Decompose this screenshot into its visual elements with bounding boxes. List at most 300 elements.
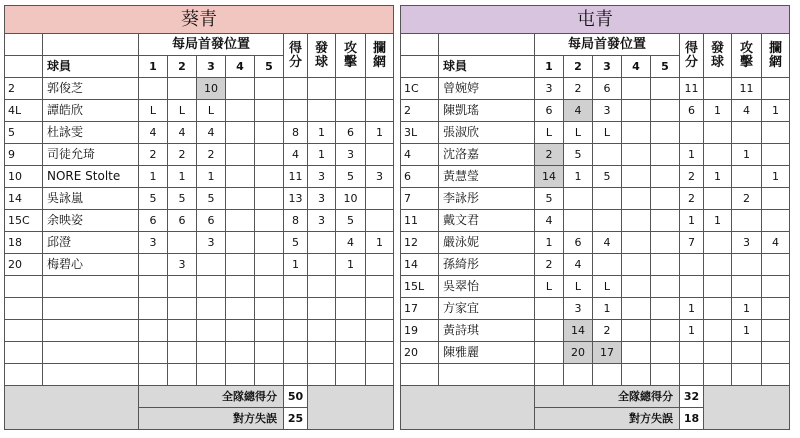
player-row <box>5 320 394 342</box>
start-position: 2 <box>139 144 168 166</box>
start-position <box>564 188 593 210</box>
stat-value <box>704 254 732 276</box>
start-position <box>622 320 651 342</box>
jersey-number: 19 <box>401 320 439 342</box>
stat-value <box>704 122 732 144</box>
start-position <box>139 298 168 320</box>
start-position <box>622 100 651 122</box>
player-row <box>5 276 394 298</box>
start-position <box>226 364 255 386</box>
blank-cell <box>439 34 535 56</box>
start-position: 3 <box>535 78 564 100</box>
stat-value <box>366 364 394 386</box>
total-label: 全隊總得分 <box>139 386 284 408</box>
set-number: 2 <box>168 56 197 78</box>
start-position: 2 <box>535 254 564 276</box>
set-number: 5 <box>255 56 284 78</box>
set-number: 2 <box>564 56 593 78</box>
stat-value <box>308 78 336 100</box>
stat-value: 13 <box>284 188 308 210</box>
stat-value <box>704 276 732 298</box>
stat-value <box>366 188 394 210</box>
jersey-number: 5 <box>5 122 43 144</box>
jersey-number <box>5 298 43 320</box>
player-row <box>401 254 790 276</box>
stat-value: 1 <box>336 254 366 276</box>
player-row <box>5 144 394 166</box>
stat-value <box>336 100 366 122</box>
footer-blank <box>308 386 394 430</box>
start-position <box>622 210 651 232</box>
start-position: L <box>564 122 593 144</box>
player-name: 吳翠怡 <box>439 276 535 298</box>
team-left-table <box>4 5 394 430</box>
set-number: 3 <box>197 56 226 78</box>
start-position: 14 <box>564 320 593 342</box>
start-position: 4 <box>593 232 622 254</box>
jersey-number: 14 <box>401 254 439 276</box>
stat-value <box>336 342 366 364</box>
player-row <box>401 364 790 386</box>
start-position: 6 <box>593 78 622 100</box>
set-number: 1 <box>139 56 168 78</box>
start-position <box>255 100 284 122</box>
start-position: 4 <box>535 210 564 232</box>
start-position: 6 <box>139 210 168 232</box>
start-position <box>255 122 284 144</box>
player-row <box>401 232 790 254</box>
start-position <box>535 342 564 364</box>
start-position-heading: 每局首發位置 <box>535 34 680 56</box>
start-position <box>651 298 680 320</box>
start-position <box>593 144 622 166</box>
stat-value: 1 <box>762 166 790 188</box>
player-name <box>43 320 139 342</box>
start-position <box>226 166 255 188</box>
start-position <box>168 276 197 298</box>
jersey-number: 3L <box>401 122 439 144</box>
start-position <box>255 342 284 364</box>
start-position <box>168 298 197 320</box>
start-position: 1 <box>535 232 564 254</box>
stat-value: 6 <box>336 122 366 144</box>
stat-value: 1 <box>732 144 762 166</box>
player-name: 梅碧心 <box>43 254 139 276</box>
start-position: 4 <box>564 254 593 276</box>
stat-value <box>762 144 790 166</box>
player-name: 黃詩琪 <box>439 320 535 342</box>
blank-cell <box>43 34 139 56</box>
stat-heading: 得分 <box>680 34 704 78</box>
stat-value <box>336 320 366 342</box>
stat-heading: 攻擊 <box>732 34 762 78</box>
player-row <box>5 298 394 320</box>
jersey-number: 20 <box>5 254 43 276</box>
opponent-errors-label: 對方失誤 <box>535 408 680 430</box>
start-position <box>651 122 680 144</box>
player-row <box>401 166 790 188</box>
stat-value <box>284 298 308 320</box>
player-name: 司徒允琦 <box>43 144 139 166</box>
start-position <box>255 144 284 166</box>
player-name: 曾婉婷 <box>439 78 535 100</box>
start-position <box>255 78 284 100</box>
stat-value: 3 <box>732 232 762 254</box>
stat-value: 1 <box>704 210 732 232</box>
stat-value <box>366 144 394 166</box>
jersey-number <box>401 364 439 386</box>
jersey-number <box>5 342 43 364</box>
player-name: 孫綺彤 <box>439 254 535 276</box>
stat-value <box>762 188 790 210</box>
start-position <box>535 320 564 342</box>
start-position <box>255 364 284 386</box>
stat-value <box>284 276 308 298</box>
player-row <box>5 188 394 210</box>
jersey-number: 15L <box>401 276 439 298</box>
stat-value <box>308 100 336 122</box>
opponent-errors-label: 對方失誤 <box>139 408 284 430</box>
start-position <box>622 166 651 188</box>
start-position: L <box>564 276 593 298</box>
stat-value: 4 <box>284 144 308 166</box>
stat-value <box>762 342 790 364</box>
stat-value: 5 <box>284 232 308 254</box>
stat-value <box>336 364 366 386</box>
jersey-number: 2 <box>5 78 43 100</box>
stat-value: 3 <box>336 144 366 166</box>
player-row <box>401 78 790 100</box>
start-position-heading: 每局首發位置 <box>139 34 284 56</box>
player-row <box>5 232 394 254</box>
stat-value <box>762 298 790 320</box>
stat-value <box>366 78 394 100</box>
player-row <box>401 144 790 166</box>
start-position <box>139 254 168 276</box>
stat-value <box>704 320 732 342</box>
player-name: 李詠彤 <box>439 188 535 210</box>
stat-value: 8 <box>284 122 308 144</box>
start-position <box>226 188 255 210</box>
stat-value: 1 <box>680 210 704 232</box>
start-position <box>197 364 226 386</box>
stat-value <box>680 276 704 298</box>
start-position: 10 <box>197 78 226 100</box>
stat-value: 8 <box>284 210 308 232</box>
player-row <box>401 188 790 210</box>
stat-value <box>762 320 790 342</box>
stat-value <box>732 342 762 364</box>
start-position <box>197 298 226 320</box>
stat-value <box>704 232 732 254</box>
player-row <box>5 122 394 144</box>
start-position <box>622 144 651 166</box>
start-position <box>593 210 622 232</box>
jersey-number: 4L <box>5 100 43 122</box>
start-position: 2 <box>197 144 226 166</box>
start-position <box>226 144 255 166</box>
stat-value <box>680 122 704 144</box>
stat-value <box>680 342 704 364</box>
stat-value: 4 <box>336 232 366 254</box>
start-position <box>255 188 284 210</box>
stat-value <box>704 298 732 320</box>
jersey-number: 12 <box>401 232 439 254</box>
jersey-number: 17 <box>401 298 439 320</box>
opponent-errors: 18 <box>680 408 704 430</box>
stat-value <box>366 320 394 342</box>
stat-value: 1 <box>366 122 394 144</box>
start-position: L <box>593 276 622 298</box>
stat-value: 1 <box>762 100 790 122</box>
jersey-number: 6 <box>401 166 439 188</box>
stat-value <box>284 342 308 364</box>
stat-value: 5 <box>336 210 366 232</box>
stat-value: 3 <box>366 166 394 188</box>
team-name: 葵青 <box>5 6 394 34</box>
start-position: L <box>139 100 168 122</box>
start-position <box>139 320 168 342</box>
player-name <box>43 364 139 386</box>
player-name: 黃慧瑩 <box>439 166 535 188</box>
player-name: 郭俊芝 <box>43 78 139 100</box>
start-position <box>197 342 226 364</box>
start-position <box>226 298 255 320</box>
stat-heading: 攔網 <box>366 34 394 78</box>
set-number: 3 <box>593 56 622 78</box>
start-position: 2 <box>168 144 197 166</box>
start-position <box>255 166 284 188</box>
set-number: 4 <box>622 56 651 78</box>
jersey-number: 1C <box>401 78 439 100</box>
stat-value <box>308 276 336 298</box>
start-position <box>255 254 284 276</box>
player-name: 譚皓欣 <box>43 100 139 122</box>
stat-value <box>732 166 762 188</box>
player-name: 方家宜 <box>439 298 535 320</box>
opponent-errors: 25 <box>284 408 308 430</box>
start-position: 2 <box>593 320 622 342</box>
stat-value: 2 <box>680 188 704 210</box>
start-position: L <box>535 122 564 144</box>
stat-value: 11 <box>284 166 308 188</box>
player-name: 張淑欣 <box>439 122 535 144</box>
player-row <box>401 276 790 298</box>
start-position <box>651 342 680 364</box>
stat-value <box>308 232 336 254</box>
player-name: 陳凱瑤 <box>439 100 535 122</box>
jersey-number <box>5 276 43 298</box>
stat-value <box>732 364 762 386</box>
start-position: 3 <box>197 232 226 254</box>
jersey-number <box>5 364 43 386</box>
stat-heading: 得分 <box>284 34 308 78</box>
start-position <box>593 188 622 210</box>
start-position: 6 <box>168 210 197 232</box>
start-position <box>651 254 680 276</box>
start-position: 1 <box>197 166 226 188</box>
start-position: 5 <box>139 188 168 210</box>
player-name: 陳雅麗 <box>439 342 535 364</box>
stat-value <box>732 254 762 276</box>
footer-blank <box>704 386 790 430</box>
start-position <box>622 232 651 254</box>
start-position <box>622 298 651 320</box>
start-position <box>651 364 680 386</box>
stat-value: 6 <box>680 100 704 122</box>
stat-value <box>308 298 336 320</box>
player-row <box>401 210 790 232</box>
start-position: 4 <box>564 100 593 122</box>
start-position <box>139 276 168 298</box>
start-position: 4 <box>139 122 168 144</box>
start-position <box>226 276 255 298</box>
start-position: 1 <box>139 166 168 188</box>
stat-value <box>704 78 732 100</box>
player-name: 沈洛嘉 <box>439 144 535 166</box>
start-position: 3 <box>168 254 197 276</box>
player-row <box>401 298 790 320</box>
start-position: L <box>593 122 622 144</box>
player-row <box>5 166 394 188</box>
stat-value <box>284 364 308 386</box>
stat-value: 2 <box>680 166 704 188</box>
jersey-number: 18 <box>5 232 43 254</box>
stat-value <box>732 210 762 232</box>
stat-value <box>284 320 308 342</box>
stat-value <box>762 364 790 386</box>
stat-heading: 攔網 <box>762 34 790 78</box>
start-position: 5 <box>564 144 593 166</box>
player-name: 邱澄 <box>43 232 139 254</box>
total-score: 32 <box>680 386 704 408</box>
total-label: 全隊總得分 <box>535 386 680 408</box>
start-position: 5 <box>535 188 564 210</box>
stat-value <box>308 320 336 342</box>
stat-value <box>366 276 394 298</box>
player-row <box>5 210 394 232</box>
stat-value <box>762 78 790 100</box>
stat-value: 7 <box>680 232 704 254</box>
stat-value <box>762 210 790 232</box>
stat-value <box>366 342 394 364</box>
stat-value: 10 <box>336 188 366 210</box>
player-name <box>439 364 535 386</box>
start-position <box>622 254 651 276</box>
start-position <box>255 320 284 342</box>
stat-value: 3 <box>308 166 336 188</box>
start-position <box>226 232 255 254</box>
start-position: 5 <box>168 188 197 210</box>
start-position: L <box>168 100 197 122</box>
jersey-number: 11 <box>401 210 439 232</box>
stat-value <box>762 254 790 276</box>
start-position <box>168 320 197 342</box>
player-name: 戴文君 <box>439 210 535 232</box>
start-position <box>226 100 255 122</box>
start-position <box>651 276 680 298</box>
footer-blank <box>5 386 139 430</box>
stat-value <box>732 276 762 298</box>
player-name <box>43 298 139 320</box>
stat-value: 1 <box>680 320 704 342</box>
player-row <box>401 122 790 144</box>
start-position <box>168 232 197 254</box>
player-row <box>401 342 790 364</box>
stat-value: 3 <box>308 188 336 210</box>
start-position <box>651 320 680 342</box>
stat-value: 3 <box>308 210 336 232</box>
start-position <box>622 342 651 364</box>
start-position: 3 <box>564 298 593 320</box>
stat-heading: 發球 <box>704 34 732 78</box>
player-row <box>5 78 394 100</box>
stat-value <box>366 298 394 320</box>
player-name <box>43 342 139 364</box>
stat-value: 1 <box>704 100 732 122</box>
start-position <box>226 78 255 100</box>
start-position <box>622 122 651 144</box>
team-name: 屯青 <box>401 6 790 34</box>
start-position <box>226 320 255 342</box>
stat-value: 1 <box>732 320 762 342</box>
jersey-number: 15C <box>5 210 43 232</box>
start-position: L <box>535 276 564 298</box>
start-position: 14 <box>535 166 564 188</box>
team-right-table <box>400 5 790 430</box>
stat-value: 1 <box>284 254 308 276</box>
jersey-number: 10 <box>5 166 43 188</box>
player-row <box>5 254 394 276</box>
stat-value: 1 <box>308 144 336 166</box>
player-row <box>401 100 790 122</box>
player-row <box>5 342 394 364</box>
stat-value <box>284 100 308 122</box>
jersey-number <box>5 320 43 342</box>
jersey-number: 14 <box>5 188 43 210</box>
start-position <box>651 166 680 188</box>
jersey-number: 20 <box>401 342 439 364</box>
start-position: 20 <box>564 342 593 364</box>
stat-value: 1 <box>308 122 336 144</box>
stat-value <box>336 298 366 320</box>
stat-value <box>704 144 732 166</box>
player-row <box>5 364 394 386</box>
stat-value: 11 <box>680 78 704 100</box>
start-position <box>535 364 564 386</box>
start-position <box>564 210 593 232</box>
start-position <box>255 298 284 320</box>
stat-value <box>336 276 366 298</box>
stat-value <box>704 364 732 386</box>
player-name: 吳詠嵐 <box>43 188 139 210</box>
start-position <box>197 276 226 298</box>
blank-cell <box>401 56 439 78</box>
start-position <box>255 232 284 254</box>
start-position <box>535 298 564 320</box>
start-position <box>226 122 255 144</box>
start-position <box>593 254 622 276</box>
stat-value: 1 <box>704 166 732 188</box>
stat-value <box>366 254 394 276</box>
player-heading: 球員 <box>43 56 139 78</box>
start-position: 6 <box>535 100 564 122</box>
start-position <box>651 210 680 232</box>
start-position: 2 <box>564 78 593 100</box>
player-name: 嚴泳妮 <box>439 232 535 254</box>
start-position: 2 <box>535 144 564 166</box>
start-position <box>197 254 226 276</box>
